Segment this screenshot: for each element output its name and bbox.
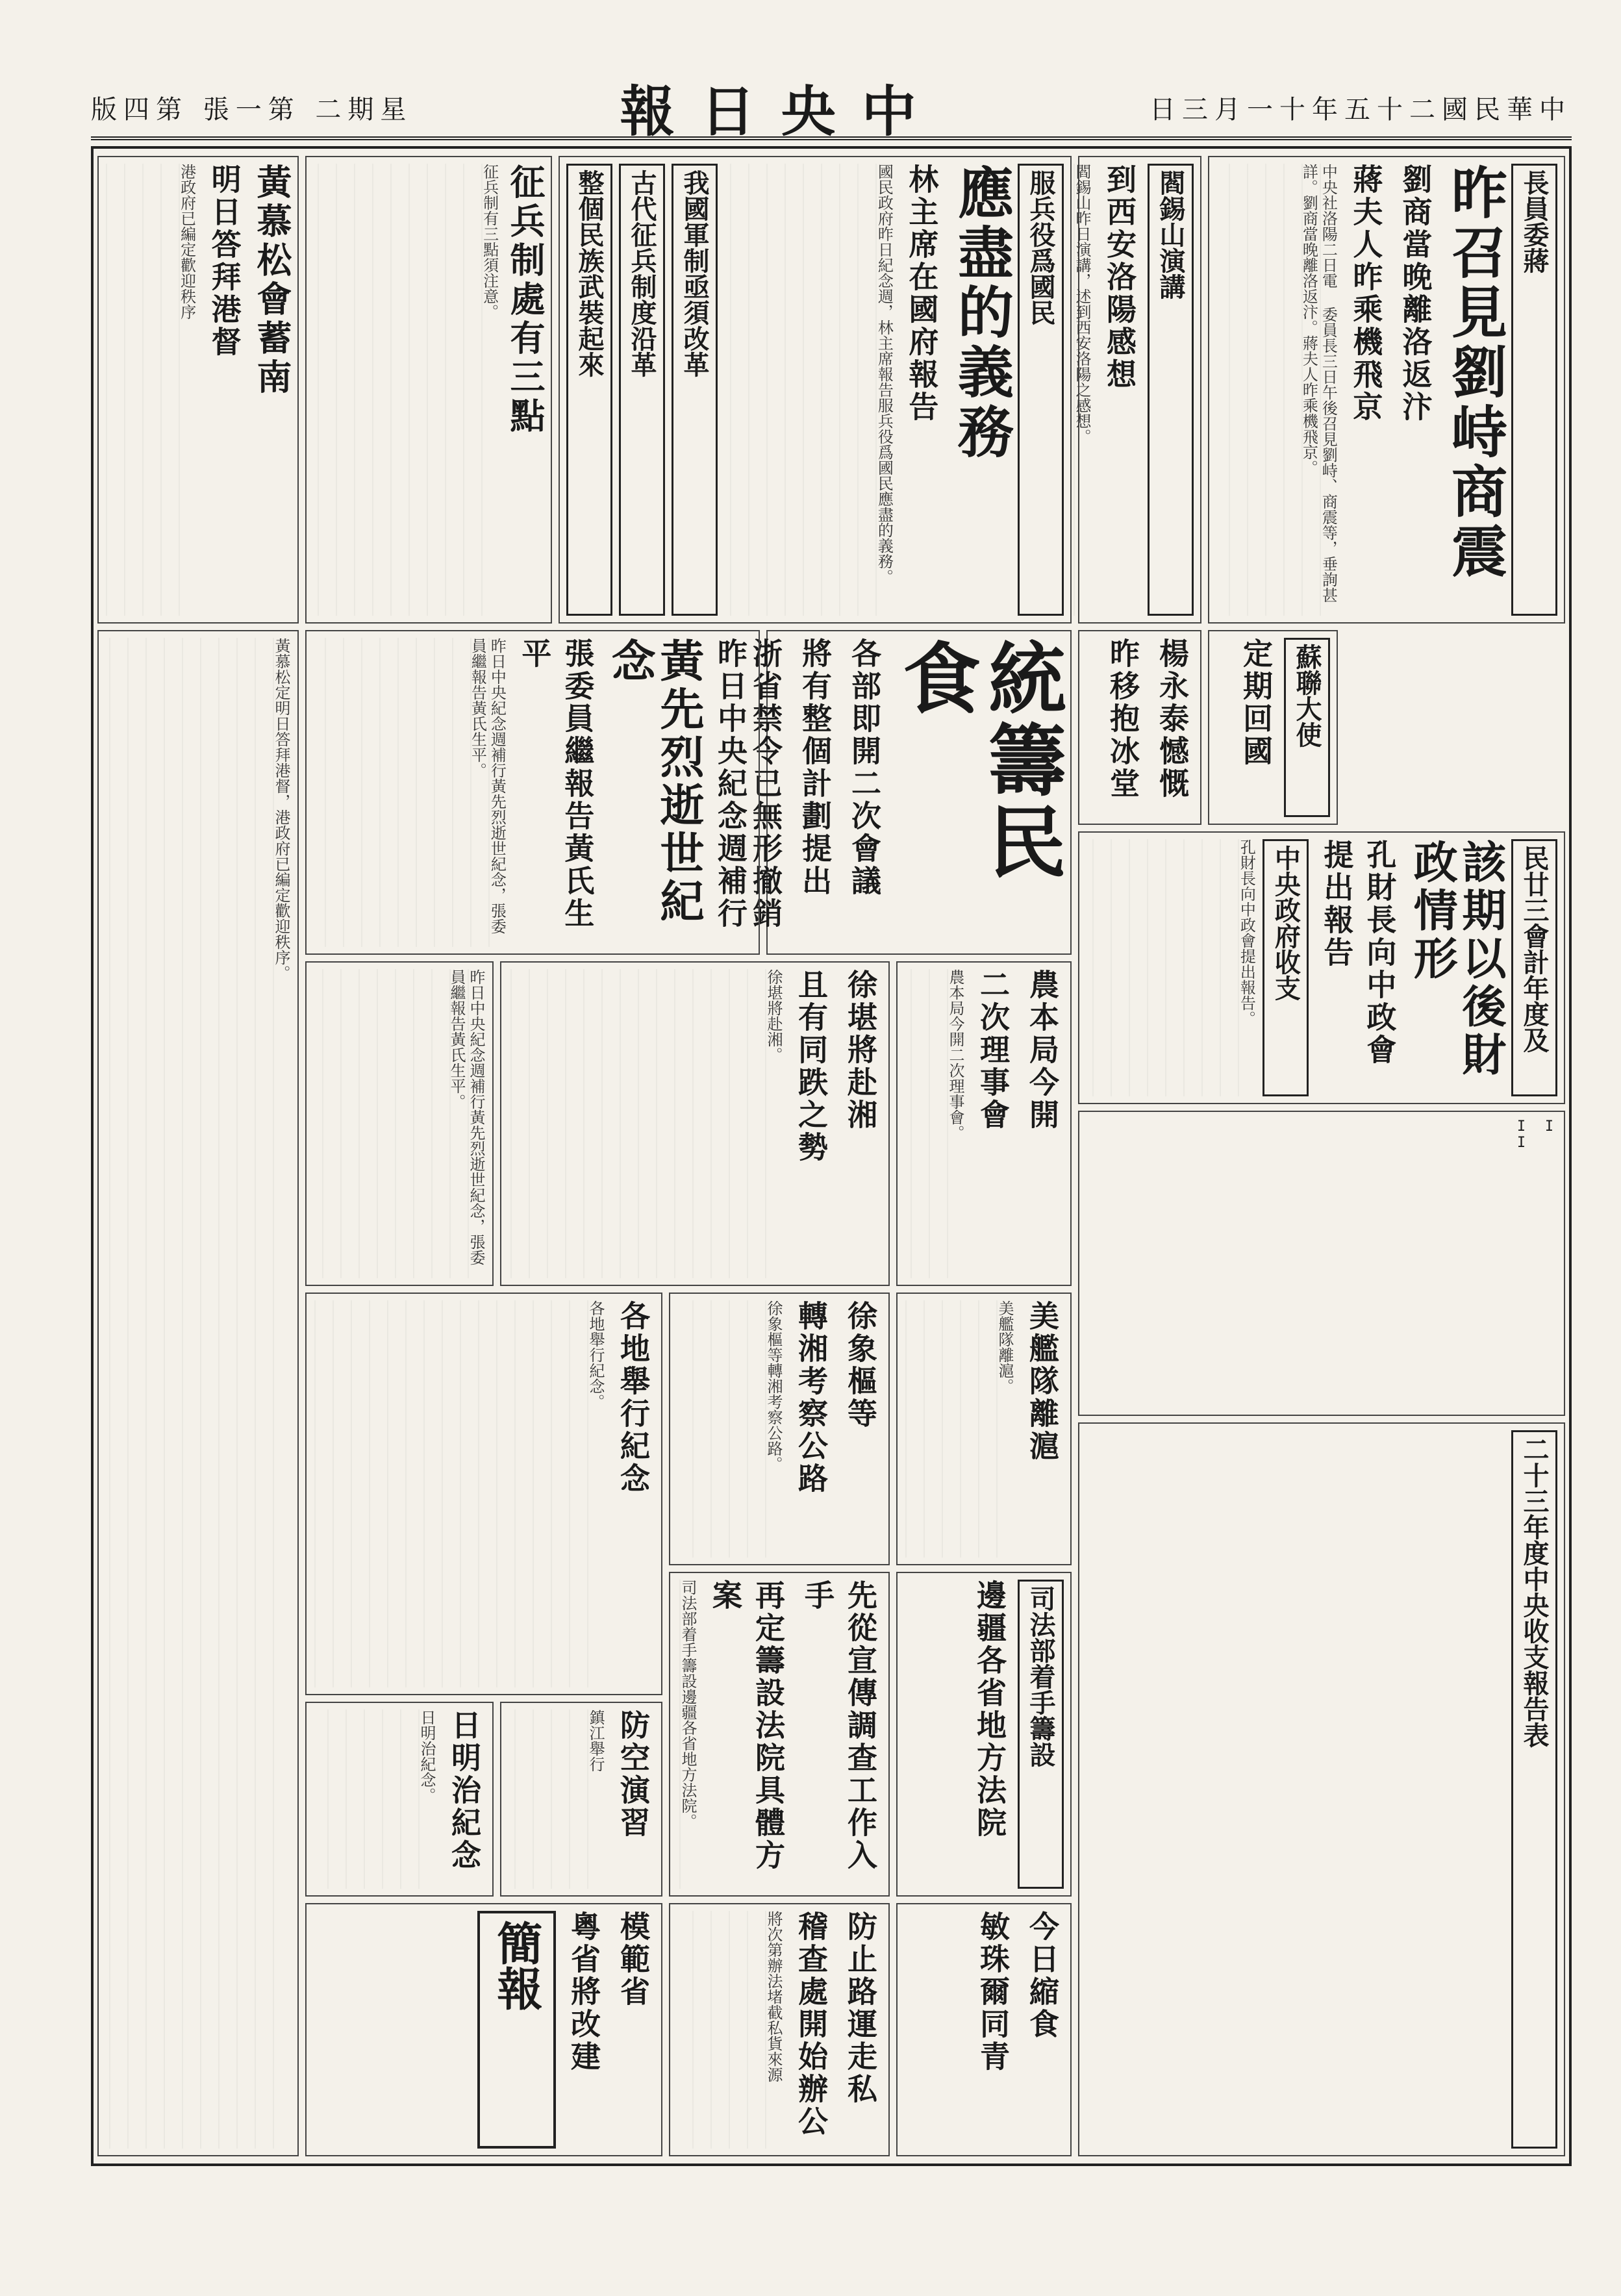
judiciary-kicker: 司法部着手籌設 — [1018, 1580, 1064, 1889]
xu-subhead: 且有同跌之勢 — [794, 969, 829, 1164]
model-article — [305, 1903, 662, 2156]
farm-article — [896, 961, 1072, 1286]
xu-article — [500, 961, 890, 1286]
military-headline: 應盡的義務 — [948, 164, 1014, 462]
hongkong-headline: 黃慕松會蓄南 — [251, 164, 293, 397]
budget-article — [1078, 831, 1565, 1104]
judiciary-article — [896, 1572, 1072, 1897]
hongkong-article — [97, 156, 299, 624]
publication-date: 日三月一十年五十二國民華中 — [1149, 94, 1572, 125]
newspaper-title: 報日央中 — [620, 79, 942, 144]
bazhou-article — [896, 1903, 1072, 2156]
an-headline: 昨移抱冰堂 — [1105, 638, 1140, 800]
judiciary-detail — [669, 1572, 890, 1897]
lead-kicker: 長員委蔣 — [1511, 164, 1557, 616]
military-article — [559, 156, 1072, 624]
budget-kicker: 民廿三會計年度及 — [1511, 839, 1557, 1096]
conscription-headline: 征兵制處有三點 — [505, 164, 546, 436]
food-headline: 統籌民食 — [890, 638, 1067, 883]
left-column-news — [97, 630, 299, 2156]
budget-subhead: 孔財長向中政會提出報告 — [1319, 839, 1398, 1066]
misc-body: 昨日中央紀念週補行黃先烈逝世紀念，張委員繼報告黃氏生平。 — [313, 969, 486, 1278]
edition-info: 版四第 張一第 二期星 — [91, 94, 413, 125]
smuggle-article — [669, 1903, 890, 2156]
huang-article — [305, 630, 760, 955]
lead-subhead-1: 劉商當晚離洛返汴 — [1398, 164, 1433, 423]
military-body: 國民政府昨日紀念週，林主席報告服兵役爲國民應盡的義務。 — [724, 164, 894, 616]
mingzhi-article — [305, 1702, 494, 1897]
model-headline: 模範省 — [616, 1911, 651, 2008]
speech-kicker: 閻錫山演講 — [1148, 164, 1194, 616]
military-col3: 整個民族武裝起來 — [566, 164, 612, 616]
minzhu-headline: 敏珠爾同青 — [975, 1911, 1011, 2073]
military-col1: 我國軍制亟須改革 — [672, 164, 718, 616]
lead-subhead-2: 蔣夫人昨乘機飛京 — [1348, 164, 1384, 423]
food-subhead-2: 將有整個計劃提出 — [798, 638, 833, 898]
huang-headline: 黃先烈逝世紀念 — [604, 638, 705, 926]
bazhou-headline: 今日縮食 — [1025, 1911, 1060, 2041]
left-column-body: 黃慕松定明日答拜港督，港政府已編定歡迎秩序。 — [105, 638, 291, 2149]
speech-body: 閻錫山昨日演講，述到西安洛陽之感想。 — [1066, 164, 1092, 616]
food-subhead-1: 各部即開二次會議 — [847, 638, 882, 898]
budget-table-1 — [1078, 1111, 1565, 1416]
huang-body: 昨日中央紀念週補行黃先烈逝世紀念，張委員繼報告黃氏生平。 — [313, 638, 507, 947]
misc-article — [305, 961, 494, 1286]
xu2-article — [669, 1293, 890, 1565]
speech-headline: 到西安洛陽感想 — [1102, 164, 1137, 391]
xu2-headline: 徐象樞等 — [843, 1300, 878, 1430]
navy-article — [896, 1293, 1072, 1565]
table-col: I — [1541, 1118, 1557, 1135]
lead-article — [1208, 156, 1565, 624]
budget-table-title: 中央政府收支 — [1263, 839, 1309, 1096]
farm-body: 農本局今開二次理事會。 — [904, 969, 965, 1278]
smuggle-headline: 防止路運走私 — [843, 1911, 878, 2106]
farm-subhead: 二次理事會 — [975, 969, 1011, 1131]
military-kicker: 服兵役爲國民 — [1018, 164, 1064, 616]
speech-article — [1073, 156, 1201, 624]
xu2-subhead: 轉湘考察公路 — [794, 1300, 829, 1495]
lead-body: 中央社洛陽二日電 委員長三日午後召見劉峙、商震等，垂詢甚詳。劉商當晚離洛返汴。蔣夫人昨乘機飛京。 — [1216, 164, 1338, 616]
hongkong-note: 港政府已編定歡迎秩序 — [105, 164, 197, 616]
masthead — [91, 78, 1572, 144]
yang-article — [1078, 630, 1201, 825]
budget-body: 孔財長向中政會提出報告。 — [1086, 839, 1256, 1096]
budget-table-2 — [1078, 1422, 1565, 2156]
military-subhead: 林主席在國府報告 — [904, 164, 940, 423]
xu2-body: 徐象樞等轉湘考察公路。 — [677, 1300, 783, 1558]
memorial-headline: 各地舉行紀念 — [616, 1300, 651, 1495]
military-col2: 古代征兵制度沿革 — [619, 164, 665, 616]
lead-headline: 昨召見劉峙商震 — [1442, 164, 1507, 582]
budget-table-2-title: 二十三年度中央收支報告表 — [1511, 1430, 1557, 2149]
xu-headline: 徐堪將赴湘 — [843, 969, 878, 1131]
air-article — [500, 1702, 662, 1897]
food-subhead-3: 浙省禁令已無形撤銷 — [748, 638, 783, 930]
food-article — [748, 630, 1072, 955]
budget-headline: 該期以後財政情形 — [1406, 839, 1507, 1079]
navy-body: 美艦隊離滬。 — [904, 1300, 1014, 1558]
xu-body: 徐堪將赴湘。 — [508, 969, 783, 1278]
huang-subhead-1: 昨日中央紀念週補行 — [713, 638, 748, 930]
air-sub: 鎮江舉行 — [508, 1709, 605, 1889]
yang-headline: 楊永泰憾慨 — [1155, 638, 1190, 800]
mingzhi-headline: 日明治紀念 — [447, 1709, 482, 1872]
soviet-kicker: 蘇聯大使 — [1284, 638, 1330, 817]
brief-title: 簡報 — [477, 1911, 556, 2149]
memorial-article — [305, 1293, 662, 1695]
soviet-article — [1208, 630, 1338, 825]
table-col: II — [1513, 1118, 1529, 1151]
judiciary-subhead-1: 先從宣傳調查工作入手 — [800, 1580, 878, 1872]
huang-subhead-2: 張委員繼報告黃氏生平 — [517, 638, 596, 930]
smuggle-note: 將次第辦法堵截私貨來源 — [677, 1911, 783, 2149]
conscription-article — [305, 156, 552, 624]
model-subhead: 粵省將改建 — [566, 1911, 601, 2073]
farm-headline: 農本局今開 — [1025, 969, 1060, 1131]
navy-headline: 美艦隊離滬 — [1025, 1300, 1060, 1463]
memorial-body: 各地舉行紀念。 — [313, 1300, 605, 1687]
judiciary-headline: 邊疆各省地方法院 — [972, 1580, 1007, 1839]
conscription-body: 征兵制有三點須注意。 — [313, 164, 499, 616]
hongkong-subhead: 明日答拜港督 — [207, 164, 242, 359]
judiciary-body: 司法部着手籌設邊疆各省地方法院。 — [672, 1580, 697, 1889]
smuggle-subhead: 稽查處開始辦公 — [794, 1911, 829, 2138]
air-headline: 防空演習 — [616, 1709, 651, 1839]
mingzhi-body: 日明治紀念。 — [313, 1709, 436, 1889]
judiciary-subhead-2: 再定籌設法院具體方案 — [708, 1580, 786, 1872]
soviet-headline: 定期回國 — [1238, 638, 1274, 768]
